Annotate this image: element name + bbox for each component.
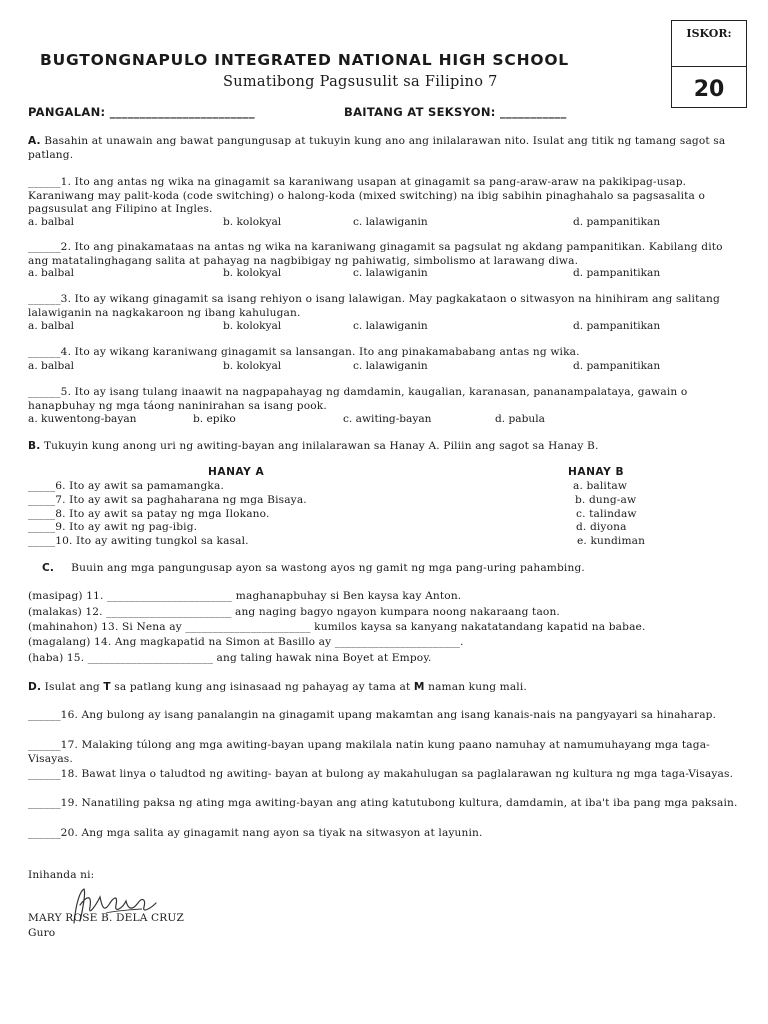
choice-b: b. epiko <box>193 413 236 425</box>
hanay-a-title: HANAY A <box>208 466 265 478</box>
mali-letter: M <box>413 681 425 693</box>
tama-letter: T <box>103 681 111 693</box>
sentence-item-15: (haba) 15. _______________________ ang taling hawak nina Boyet at Empoy. <box>28 652 432 664</box>
score-label: ISKOR: <box>686 27 732 40</box>
part-b-instruction-text: Tukuyin kung anong uri ng awiting-bayan ang inilalarawan sa Hanay A. Piliin ang sagot sa Hanay B. <box>43 440 599 452</box>
choice-c: c. lalawiganin <box>353 267 428 279</box>
exam-title: Sumatibong Pagsusulit sa Filipino 7 <box>223 74 498 90</box>
hanay-a-item: _____6. Ito ay awit sa pamamangka. <box>28 480 224 492</box>
choice-d: d. pampanitikan <box>573 320 661 332</box>
school-name: BUGTONGNAPULO INTEGRATED NATIONAL HIGH SCHOOL <box>40 51 569 69</box>
choice-d: d. pampanitikan <box>573 216 661 228</box>
choice-c: c. lalawiganin <box>353 320 428 332</box>
choice-d: d. pampanitikan <box>573 360 661 372</box>
part-c-letter: C. <box>42 562 55 574</box>
part-d-instr-post: naman kung mali. <box>424 681 527 693</box>
sentence-item-12: (malakas) 12. _______________________ ang naging bagyo ngayon kumpara noong nakaraang taon. <box>28 606 560 618</box>
score-box <box>671 20 747 108</box>
choice-d: d. pabula <box>495 413 545 425</box>
part-a-instructions <box>28 135 740 162</box>
grade-section-field-label: BAITANG AT SEKSYON: ___________ <box>344 105 567 119</box>
question-5: ______5. Ito ay isang tulang inaawit na nagpapahayag ng damdamin, kaugalian, karanasan, pananampalataya, gawain o hanapbuhay ng mga táong naninirahan sa isang pook. <box>28 386 688 412</box>
choice-a: a. kuwentong-bayan <box>28 413 137 425</box>
question-4: ______4. Ito ay wikang karaniwang ginagamit sa lansangan. Ito ang pinakamababang antas ng wika. <box>28 346 580 358</box>
choice-b: b. kolokyal <box>223 320 282 332</box>
true-false-item-19: ______19. Nanatiling paksa ng ating mga awiting-bayan ang ating katutubong kultura, damdamin, at iba't iba pang mga paksain. <box>28 797 738 809</box>
question-5-choices <box>28 413 740 427</box>
sentence-item-11: (masipag) 11. _______________________ maghanapbuhay si Ben kaysa kay Anton. <box>28 590 462 602</box>
part-c-instruction-text: Buuin ang mga pangungusap ayon sa wastong ayos ng gamit ng mga pang-uring pahambing. <box>71 562 585 574</box>
question-1: ______1. Ito ang antas ng wika na ginagamit sa karaniwang usapan at ginagamit sa pang-araw-araw na pakikipag-usap. Karaniwang may palit-koda (code switching) o halong-koda (mixed switching) na ibig sabihin pinaghahalo sa pagsasalita o pagsusulat ang Filipino at Ingles. <box>28 176 706 216</box>
hanay-b-item: c. talindaw <box>576 508 637 520</box>
part-d-instructions <box>28 681 527 693</box>
sentence-item-13: (mahinahon) 13. Si Nena ay _______________________ kumilos kaysa sa kanyang nakatatandang kapatid na babae. <box>28 621 646 633</box>
hanay-b-item: e. kundiman <box>577 535 646 547</box>
hanay-a-item: _____8. Ito ay awit sa patay ng mga Ilokano. <box>28 508 270 520</box>
question-3-choices <box>28 320 740 334</box>
hanay-b-item: a. balitaw <box>573 480 628 492</box>
hanay-b-item: b. dung-aw <box>575 494 637 506</box>
true-false-item-17: ______17. Malaking túlong ang mga awiting-bayan upang makilala natin kung paano namuhay at namumuhayang mga taga-Visayas. <box>28 739 710 765</box>
part-b-instructions <box>28 440 740 454</box>
score-value: 20 <box>693 77 725 102</box>
choice-d: d. pampanitikan <box>573 267 661 279</box>
choice-c: c. lalawiganin <box>353 216 428 228</box>
choice-c: c. lalawiganin <box>353 360 428 372</box>
teacher-role: Guro <box>28 927 56 939</box>
prepared-by-label: Inihanda ni: <box>28 869 95 881</box>
part-c-instructions <box>42 562 585 574</box>
choice-a: a. balbal <box>28 360 75 372</box>
hanay-a-item: _____7. Ito ay awit sa paghaharana ng mga Bisaya. <box>28 494 307 506</box>
true-false-item-20: ______20. Ang mga salita ay ginagamit nang ayon sa tiyak na sitwasyon at layunin. <box>28 827 483 839</box>
teacher-name: MARY ROSE B. DELA CRUZ <box>28 912 184 924</box>
part-b-letter: B. <box>28 440 41 452</box>
true-false-item-16: ______16. Ang bulong ay isang panalangin na ginagamit upang makamtan ang isang kanais-nais na pangyayari sa hinaharap. <box>28 709 717 721</box>
question-3: ______3. Ito ay wikang ginagamit sa isang rehiyon o isang lalawigan. May pagkakataon o sitwasyon na hinihiram ang salitang lalawiganin na nagkakaroon ng ibang kahulugan. <box>28 293 720 319</box>
question-1-choices <box>28 216 740 230</box>
name-field-label: PANGALAN: ________________________ <box>28 105 255 119</box>
true-false-item-18: ______18. Bawat linya o taludtod ng awiting- bayan at bulong ay makahulugan sa paglalarawan ng kultura ng mga taga-Visayas. <box>28 768 734 780</box>
part-a-letter: A. <box>28 135 41 147</box>
part-d-instr-pre: Isulat ang <box>44 681 104 693</box>
part-a-instruction-text: Basahin at unawain ang bawat pangungusap at tukuyin kung ano ang inilalarawan nito. Isulat ang titik ng tamang sagot sa patlang. <box>28 135 726 161</box>
hanay-a-item: _____10. Ito ay awiting tungkol sa kasal. <box>28 535 249 547</box>
choice-c: c. awiting-bayan <box>343 413 432 425</box>
sentence-item-14: (magalang) 14. Ang magkapatid na Simon at Basillo ay _______________________. <box>28 636 464 648</box>
choice-a: a. balbal <box>28 267 75 279</box>
hanay-a-item: _____9. Ito ay awit ng pag-ibig. <box>28 521 198 533</box>
choice-a: a. balbal <box>28 320 75 332</box>
question-2-choices <box>28 267 740 281</box>
score-divider <box>672 66 746 67</box>
question-2: ______2. Ito ang pinakamataas na antas ng wika na karaniwang ginagamit sa pagsulat ng akdang pampanitikan. Kabilang dito ang matatalinghagang salita at pahayag na nagbibigay ng pahiwatig, simbolismo at larawang diwa. <box>28 241 723 267</box>
choice-b: b. kolokyal <box>223 360 282 372</box>
choice-a: a. balbal <box>28 216 75 228</box>
choice-b: b. kolokyal <box>223 216 282 228</box>
question-4-choices <box>28 360 740 374</box>
part-d-instr-mid: sa patlang kung ang isinasaad ng pahayag ay tama at <box>110 681 414 693</box>
hanay-b-title: HANAY B <box>568 466 625 478</box>
choice-b: b. kolokyal <box>223 267 282 279</box>
part-d-letter: D. <box>28 681 42 693</box>
hanay-b-item: d. diyona <box>576 521 627 533</box>
